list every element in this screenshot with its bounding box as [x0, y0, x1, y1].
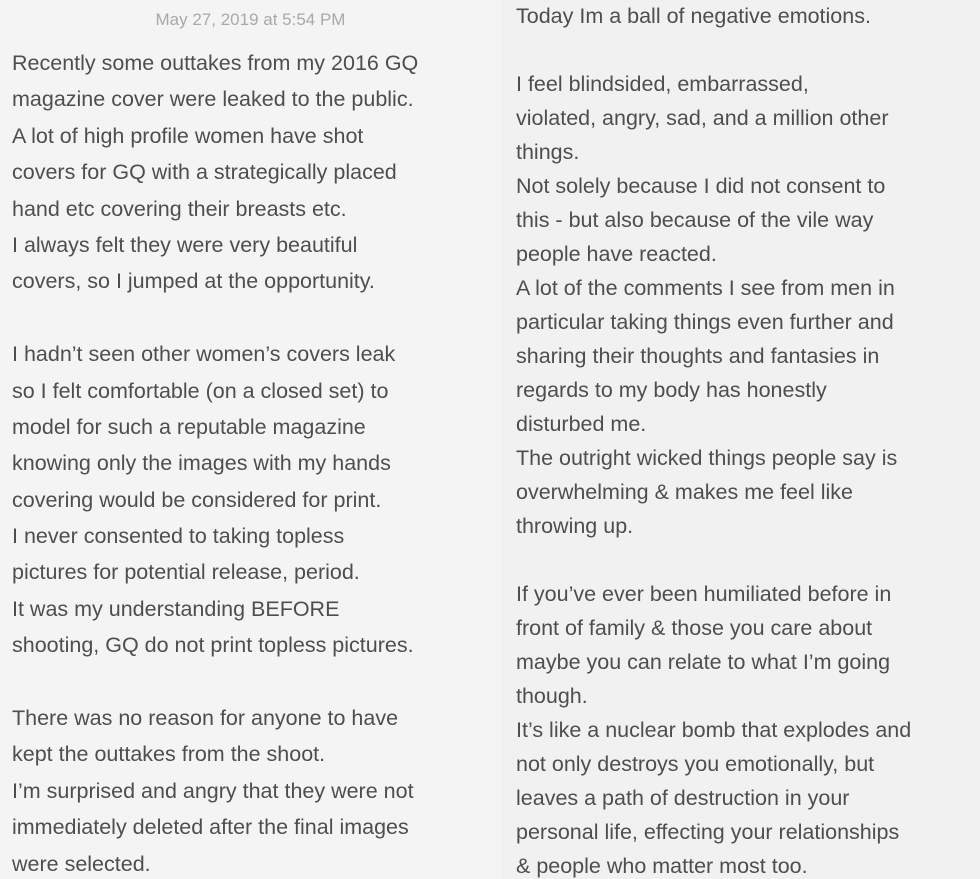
right-note-body — [516, 0, 911, 879]
note-line: shooting, GQ do not print topless pictures. — [12, 633, 414, 658]
note-line: this - but also because of the vile way — [516, 208, 874, 232]
note-line: I never consented to taking topless — [12, 524, 345, 549]
note-line: Today Im a ball of negative emotions. — [516, 4, 871, 28]
note-line: I feel blindsided, embarrassed, — [516, 72, 809, 96]
note-line: not only destroys you emotionally, but — [516, 752, 875, 776]
note-line: particular taking things even further and — [516, 310, 894, 334]
note-line: If you’ve ever been humiliated before in — [516, 582, 892, 606]
right-note-panel — [501, 0, 980, 879]
note-line: magazine cover were leaked to the public. — [12, 87, 414, 112]
note-line: throwing up. — [516, 514, 634, 538]
note-line: I hadn’t seen other women’s covers leak — [12, 342, 396, 367]
note-line — [516, 543, 911, 577]
note-line: There was no reason for anyone to have — [12, 706, 399, 731]
note-line: pictures for potential release, period. — [12, 560, 360, 585]
note-line: maybe you can relate to what I’m going — [516, 650, 891, 674]
note-line — [12, 300, 418, 336]
note-line: I’m surprised and angry that they were not — [12, 778, 414, 803]
note-line: front of family & those you care about — [516, 616, 873, 640]
note-line: I always felt they were very beautiful — [12, 232, 358, 257]
note-line: A lot of high profile women have shot — [12, 123, 364, 148]
note-line: things. — [516, 140, 580, 164]
note-line: hand etc covering their breasts etc. — [12, 196, 347, 221]
note-line: knowing only the images with my hands — [12, 451, 391, 476]
left-note-body — [12, 45, 418, 879]
note-line: covers for GQ with a strategically placed — [12, 160, 397, 185]
note-line: disturbed me. — [516, 412, 647, 436]
note-line: model for such a reputable magazine — [12, 414, 366, 439]
note-date: May 27, 2019 at 5:54 PM — [155, 10, 346, 29]
note-line: so I felt comfortable (on a closed set) to — [12, 378, 389, 403]
note-line: leaves a path of destruction in your — [516, 786, 850, 810]
note-line: immediately deleted after the final images — [12, 815, 409, 840]
note-line: It’s like a nuclear bomb that explodes and — [516, 718, 912, 742]
note-line: covers, so I jumped at the opportunity. — [12, 269, 375, 294]
note-line: regards to my body has honestly — [516, 378, 827, 402]
note-line: & people who matter most too. — [516, 854, 808, 878]
note-line: people have reacted. — [516, 242, 717, 266]
note-line: kept the outtakes from the shoot. — [12, 742, 326, 767]
note-line: Not solely because I did not consent to — [516, 174, 886, 198]
note-line: violated, angry, sad, and a million other — [516, 106, 889, 130]
note-line: overwhelming & makes me feel like — [516, 480, 853, 504]
note-line: sharing their thoughts and fantasies in — [516, 344, 880, 368]
note-line: The outright wicked things people say is — [516, 446, 898, 470]
note-line — [516, 33, 911, 67]
note-line: covering would be considered for print. — [12, 487, 382, 512]
note-line: Recently some outtakes from my 2016 GQ — [12, 51, 419, 75]
note-line: It was my understanding BEFORE — [12, 596, 340, 621]
note-line: were selected. — [12, 851, 151, 876]
note-line: A lot of the comments I see from men in — [516, 276, 895, 300]
note-line: though. — [516, 684, 588, 708]
note-line: personal life, effecting your relationships — [516, 820, 900, 844]
note-line — [12, 664, 418, 700]
